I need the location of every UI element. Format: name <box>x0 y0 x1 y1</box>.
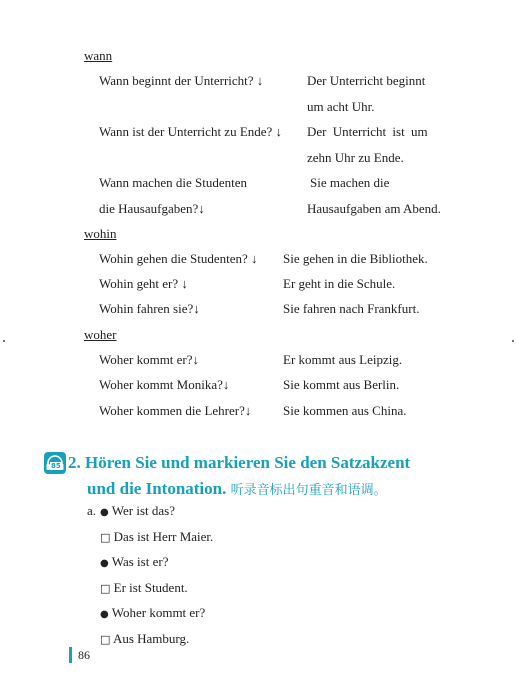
speaker-marker: ● <box>100 507 109 518</box>
exercise-label: a. <box>87 503 97 518</box>
exercise-title-line2 <box>87 479 387 499</box>
heading-wann: wann <box>84 48 113 63</box>
answer-text: Der Unterricht beginnt <box>307 73 426 88</box>
speaker-marker: □ <box>100 531 111 544</box>
answer-text: Sie machen die <box>310 175 390 190</box>
question-text: Woher kommt er?↓ <box>99 352 200 367</box>
dialogue-text: Wer ist das? <box>111 503 175 518</box>
dialogue-text: Er ist Student. <box>113 580 188 595</box>
answer-text: Hausaufgaben am Abend. <box>307 201 441 216</box>
answer-text: Er geht in die Schule. <box>283 276 396 291</box>
margin-dot <box>3 340 5 342</box>
dialogue-text: Woher kommt er? <box>111 605 206 620</box>
question-text: Woher kommen die Lehrer?↓ <box>99 403 252 418</box>
question-text: Woher kommt Monika?↓ <box>99 377 230 392</box>
dialogue-text: Was ist er? <box>111 554 169 569</box>
answer-text: Er kommt aus Leipzig. <box>283 352 403 367</box>
dialogue-line <box>100 503 175 519</box>
exercise-number: 2. <box>68 453 81 472</box>
answer-text: Sie kommen aus China. <box>283 403 407 418</box>
exercise-title-line1 <box>68 453 410 473</box>
answer-text: Sie kommt aus Berlin. <box>283 377 400 392</box>
answer-text: Der Unterricht ist um <box>307 124 428 139</box>
speaker-marker: □ <box>100 582 111 595</box>
dialogue-line <box>100 529 213 545</box>
answer-text: Sie fahren nach Frankfurt. <box>283 301 420 316</box>
question-text: Wohin geht er? ↓ <box>99 276 188 291</box>
margin-dot <box>512 340 514 342</box>
speaker-marker: □ <box>100 633 111 646</box>
answer-text: zehn Uhr zu Ende. <box>307 150 404 165</box>
exercise-title-chinese: 听录音标出句重音和语调。 <box>230 483 387 498</box>
track-number: 85 <box>51 462 61 470</box>
dialogue-line <box>100 580 188 596</box>
dialogue-line <box>100 631 189 647</box>
page-number: 86 <box>78 648 90 662</box>
dialogue-line <box>100 605 205 621</box>
speaker-marker: ● <box>100 558 109 569</box>
answer-text: Sie gehen in die Bibliothek. <box>283 251 428 266</box>
dialogue-text: Aus Hamburg. <box>112 631 190 646</box>
question-text: Wann ist der Unterricht zu Ende? ↓ <box>99 124 283 139</box>
heading-woher: woher <box>84 327 117 342</box>
question-text: Wohin gehen die Studenten? ↓ <box>99 251 258 266</box>
dialogue-line <box>100 554 168 570</box>
speaker-marker: ● <box>100 609 109 620</box>
heading-wohin: wohin <box>84 226 117 241</box>
question-text: die Hausaufgaben?↓ <box>99 201 205 216</box>
exercise-title-text-2: und die Intonation. <box>87 479 227 498</box>
exercise-title-text: Hören Sie und markieren Sie den Satzakzent <box>85 453 411 472</box>
question-text: Wohin fahren sie?↓ <box>99 301 200 316</box>
dialogue-text: Das ist Herr Maier. <box>113 529 214 544</box>
page-number-bar <box>69 647 72 663</box>
question-text: Wann beginnt der Unterricht? ↓ <box>99 73 264 88</box>
question-text: Wann machen die Studenten <box>99 175 248 190</box>
answer-text: um acht Uhr. <box>307 99 375 114</box>
headphones-icon <box>44 452 66 474</box>
